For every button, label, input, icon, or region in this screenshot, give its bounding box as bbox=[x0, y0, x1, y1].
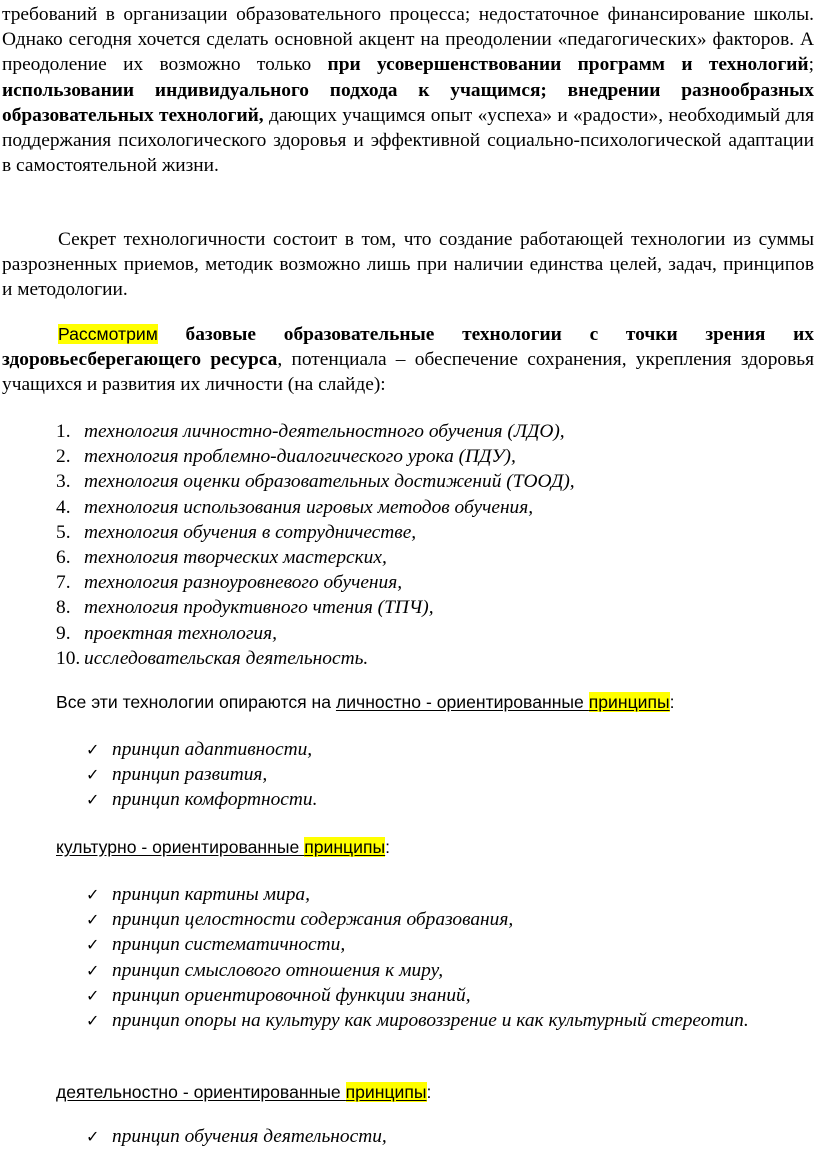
list-item bbox=[56, 469, 814, 494]
list-number: 7. bbox=[56, 572, 71, 594]
check-icon: ✓ bbox=[86, 765, 100, 785]
list-item-text: принцип целостности содержания образования, bbox=[112, 909, 514, 931]
list-item bbox=[56, 570, 814, 595]
list-item-text: исследовательская деятельность. bbox=[84, 647, 369, 669]
highlighted-text: принципы bbox=[304, 837, 386, 857]
bold-text: использовании индивидуального подхода к учащимся; внедрении разнообразных образовательных технологий, bbox=[2, 79, 814, 126]
list-number: 9. bbox=[56, 622, 71, 644]
list-item bbox=[86, 958, 814, 983]
heading-activity-principles bbox=[2, 1080, 816, 1105]
check-icon: ✓ bbox=[86, 740, 100, 759]
underlined-text: личностно - ориентированные bbox=[335, 692, 589, 712]
list-item bbox=[86, 932, 814, 957]
check-icon: ✓ bbox=[86, 1011, 100, 1031]
bold-text: при усовершенствовании программ и технологий bbox=[327, 54, 809, 76]
list-item-text: принцип ориентировочной функции знаний, bbox=[112, 984, 471, 1006]
list-item-text: принцип развития, bbox=[112, 764, 268, 786]
list-number: 2. bbox=[56, 446, 71, 468]
list-number: 1. bbox=[56, 421, 71, 442]
technologies-list bbox=[2, 419, 814, 671]
list-item bbox=[56, 545, 814, 570]
check-icon: ✓ bbox=[86, 1127, 100, 1146]
personal-principles-list bbox=[2, 737, 814, 813]
list-item bbox=[56, 646, 814, 671]
list-item bbox=[56, 419, 814, 444]
list-item-text: принцип смыслового отношения к миру, bbox=[112, 959, 444, 981]
check-icon: ✓ bbox=[86, 935, 100, 955]
list-item bbox=[86, 1124, 814, 1149]
text: требований в организации образовательного процесса; недостаточное финансирование школы. Однако сегодня хочется сделать основной акцент на преодолении «педагогических» факторов. А преодоление их возможно только bbox=[2, 4, 814, 76]
list-item bbox=[56, 595, 814, 620]
paragraph-technology-secret: Секрет технологичности состоит в том, что создание работающей технологии из суммы разрозненных приемов, методик возможно лишь при наличии единства целей, задач, принципов и методологии. bbox=[2, 229, 814, 301]
list-item-text: технология оценки образовательных достижений (ТООД), bbox=[84, 471, 575, 493]
list-item bbox=[56, 520, 814, 545]
list-item-text: технология разноуровневого обучения, bbox=[84, 572, 403, 594]
highlighted-text: принципы bbox=[345, 1082, 427, 1102]
list-item-text: технология личностно-деятельностного обучения (ЛДО), bbox=[84, 421, 565, 442]
text: , потенциала – обеспечение сохранения, укрепления здоровья учащихся и развития их личности (на слайде): bbox=[2, 349, 814, 396]
list-item bbox=[56, 495, 814, 520]
text: дающих учащимся опыт «успеха» и «радости», необходимый для поддержания психологического здоровья и эффективной социально-психологической адаптации в самостоятельной жизни. bbox=[2, 104, 815, 177]
activity-principles-list bbox=[2, 1124, 814, 1149]
list-item bbox=[56, 621, 814, 646]
list-item-text: принцип картины мира, bbox=[112, 884, 310, 905]
list-item-text: принцип опоры на культуру как мировоззрение и как культурный стереотип. bbox=[112, 1010, 749, 1032]
heading-personal-principles bbox=[2, 690, 816, 715]
list-number: 10. bbox=[56, 647, 81, 669]
paragraph-basic-technologies bbox=[2, 322, 814, 398]
check-icon: ✓ bbox=[86, 960, 100, 980]
list-number: 5. bbox=[56, 521, 71, 543]
list-item-text: принцип адаптивности, bbox=[112, 739, 313, 760]
text: Все эти технологии опираются на bbox=[56, 692, 336, 712]
list-item-text: принцип обучения деятельности, bbox=[112, 1126, 387, 1147]
heading-cultural-principles bbox=[2, 835, 816, 860]
list-item-text: проектная технология, bbox=[84, 622, 277, 644]
list-number: 8. bbox=[56, 597, 71, 619]
highlighted-text: Рассмотрим bbox=[58, 324, 158, 344]
list-item-text: технология обучения в сотрудничестве, bbox=[84, 521, 417, 543]
list-item bbox=[86, 983, 814, 1008]
check-icon: ✓ bbox=[86, 985, 100, 1005]
text: ; bbox=[808, 54, 814, 76]
list-item-text: технология продуктивного чтения (ТПЧ), bbox=[84, 597, 434, 619]
list-item-text: технология проблемно-диалогического урока (ПДУ), bbox=[84, 446, 516, 468]
list-item bbox=[86, 762, 814, 787]
check-icon: ✓ bbox=[86, 885, 100, 904]
list-item bbox=[86, 907, 814, 932]
check-icon: ✓ bbox=[86, 790, 100, 810]
list-number: 3. bbox=[56, 471, 71, 493]
underlined-text: деятельностно - ориентированные bbox=[56, 1082, 346, 1102]
highlighted-text: принципы bbox=[588, 692, 670, 712]
list-item bbox=[86, 1008, 814, 1033]
list-item-text: принцип комфортности. bbox=[112, 789, 318, 811]
list-item-text: принцип систематичности, bbox=[112, 934, 346, 956]
paragraph-pedagogical-factors bbox=[2, 2, 814, 178]
list-item bbox=[56, 444, 814, 469]
bold-text: базовые образовательные технологии с точки зрения их здоровьесберегающего ресурса bbox=[2, 324, 814, 371]
list-number: 6. bbox=[56, 547, 71, 569]
colon: : bbox=[669, 692, 675, 712]
colon: : bbox=[385, 837, 391, 857]
colon: : bbox=[426, 1082, 432, 1102]
list-item bbox=[86, 787, 814, 812]
list-item bbox=[86, 737, 814, 762]
list-item bbox=[86, 882, 814, 907]
list-number: 4. bbox=[56, 496, 71, 518]
list-item-text: технология использования игровых методов обучения, bbox=[84, 496, 534, 518]
check-icon: ✓ bbox=[86, 910, 100, 930]
list-item-text: технология творческих мастерских, bbox=[84, 547, 387, 569]
cultural-principles-list bbox=[2, 882, 814, 1033]
underlined-text: культурно - ориентированные bbox=[56, 837, 305, 857]
